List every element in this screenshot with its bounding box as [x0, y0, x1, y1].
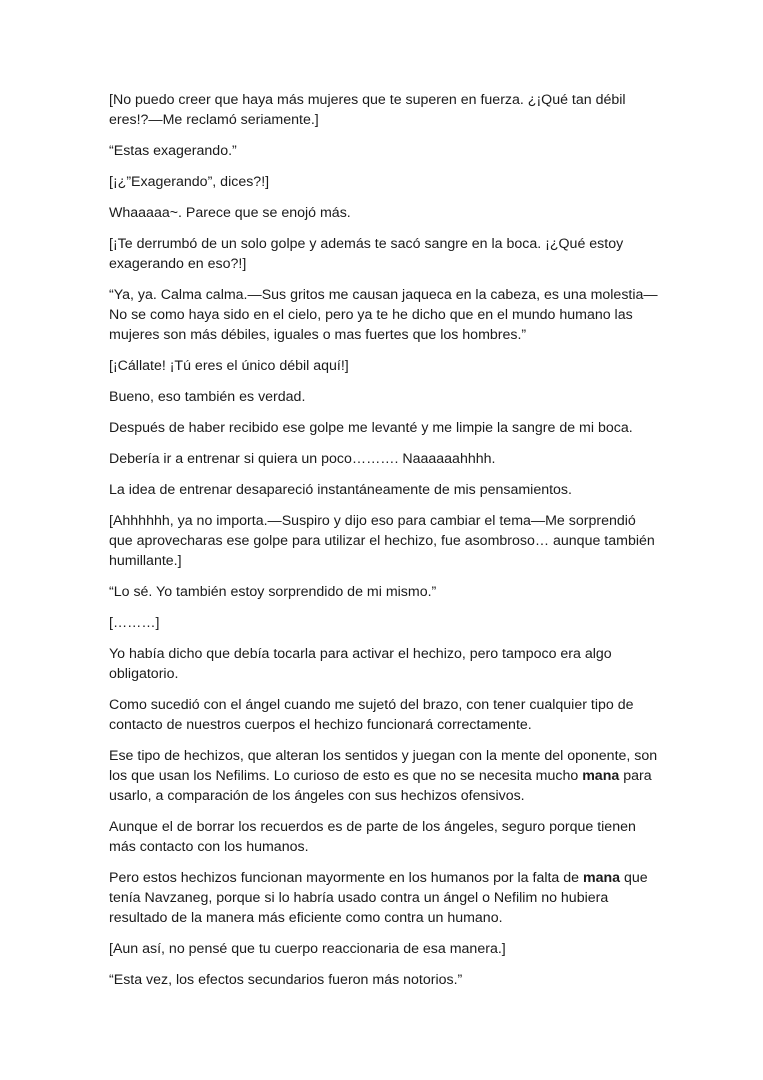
- paragraph: Debería ir a entrenar si quiera un poco………. Naaaaaahhhh.: [109, 451, 496, 467]
- paragraph: [109, 868, 669, 928]
- paragraph: La idea de entrenar desapareció instantáneamente de mis pensamientos.: [109, 482, 572, 498]
- paragraph-text: Pero estos hechizos funcionan mayormente en los humanos por la falta de: [109, 870, 583, 886]
- paragraph: Yo había dicho que debía tocarla para activar el hechizo, pero tampoco era algo obligatorio.: [109, 646, 612, 682]
- paragraph: “Estas exagerando.”: [109, 143, 237, 159]
- paragraph: Whaaaaa~. Parece que se enojó más.: [109, 205, 351, 221]
- bold-term: mana: [582, 870, 621, 886]
- paragraph: “Ya, ya. Calma calma.—Sus gritos me causan jaqueca en la cabeza, es una molestia— No se como haya sido en el cielo, pero ya te he dicho que en el mundo humano las mujeres son más débiles, iguales o mas fuertes que los hombres.”: [109, 287, 658, 343]
- paragraph: Bueno, eso también es verdad.: [109, 389, 306, 405]
- paragraph: [No puedo creer que haya más mujeres que te superen en fuerza. ¿¡Qué tan débil eres!?—Me reclamó seriamente.]: [109, 92, 626, 128]
- paragraph: [¡Cállate! ¡Tú eres el único débil aquí!]: [109, 358, 349, 374]
- paragraph: [Aun así, no pensé que tu cuerpo reaccionaria de esa manera.]: [109, 941, 506, 957]
- paragraph: Como sucedió con el ángel cuando me sujetó del brazo, con tener cualquier tipo de contacto de nuestros cuerpos el hechizo funcionará correctamente.: [109, 697, 634, 733]
- paragraph-text: Ese tipo de hechizos, que alteran los sentidos y juegan con la mente del oponente, son los que usan los Nefilims. Lo curioso de esto es que no se necesita mucho: [109, 748, 658, 784]
- paragraph: [¡Te derrumbó de un solo golpe y además te sacó sangre en la boca. ¡¿Qué estoy exagerando en eso?!]: [109, 236, 624, 272]
- bold-term: mana: [582, 768, 620, 784]
- document-page: [109, 90, 669, 1001]
- paragraph-text: que tenía Navzaneg, porque si lo habría usado contra un ángel o Nefilim no hubiera resultado de la manera más eficiente como contra un humano.: [109, 870, 648, 926]
- paragraph: “Lo sé. Yo también estoy sorprendido de mi mismo.”: [109, 584, 437, 600]
- paragraph: Después de haber recibido ese golpe me levanté y me limpie la sangre de mi boca.: [109, 420, 633, 436]
- paragraph: [109, 746, 669, 806]
- paragraph: Aunque el de borrar los recuerdos es de parte de los ángeles, seguro porque tienen más contacto con los humanos.: [109, 819, 636, 855]
- paragraph: [………]: [109, 615, 160, 631]
- paragraph: [Ahhhhhh, ya no importa.—Suspiro y dijo eso para cambiar el tema—Me sorprendió que aprovecharas ese golpe para utilizar el hechizo, fue asombroso… aunque también humillante.]: [109, 513, 655, 569]
- paragraph-text: para usarlo, a comparación de los ángeles con sus hechizos ofensivos.: [109, 768, 652, 804]
- paragraph: “Esta vez, los efectos secundarios fueron más notorios.”: [109, 972, 463, 988]
- paragraph: [¡¿”Exagerando”, dices?!]: [109, 174, 270, 190]
